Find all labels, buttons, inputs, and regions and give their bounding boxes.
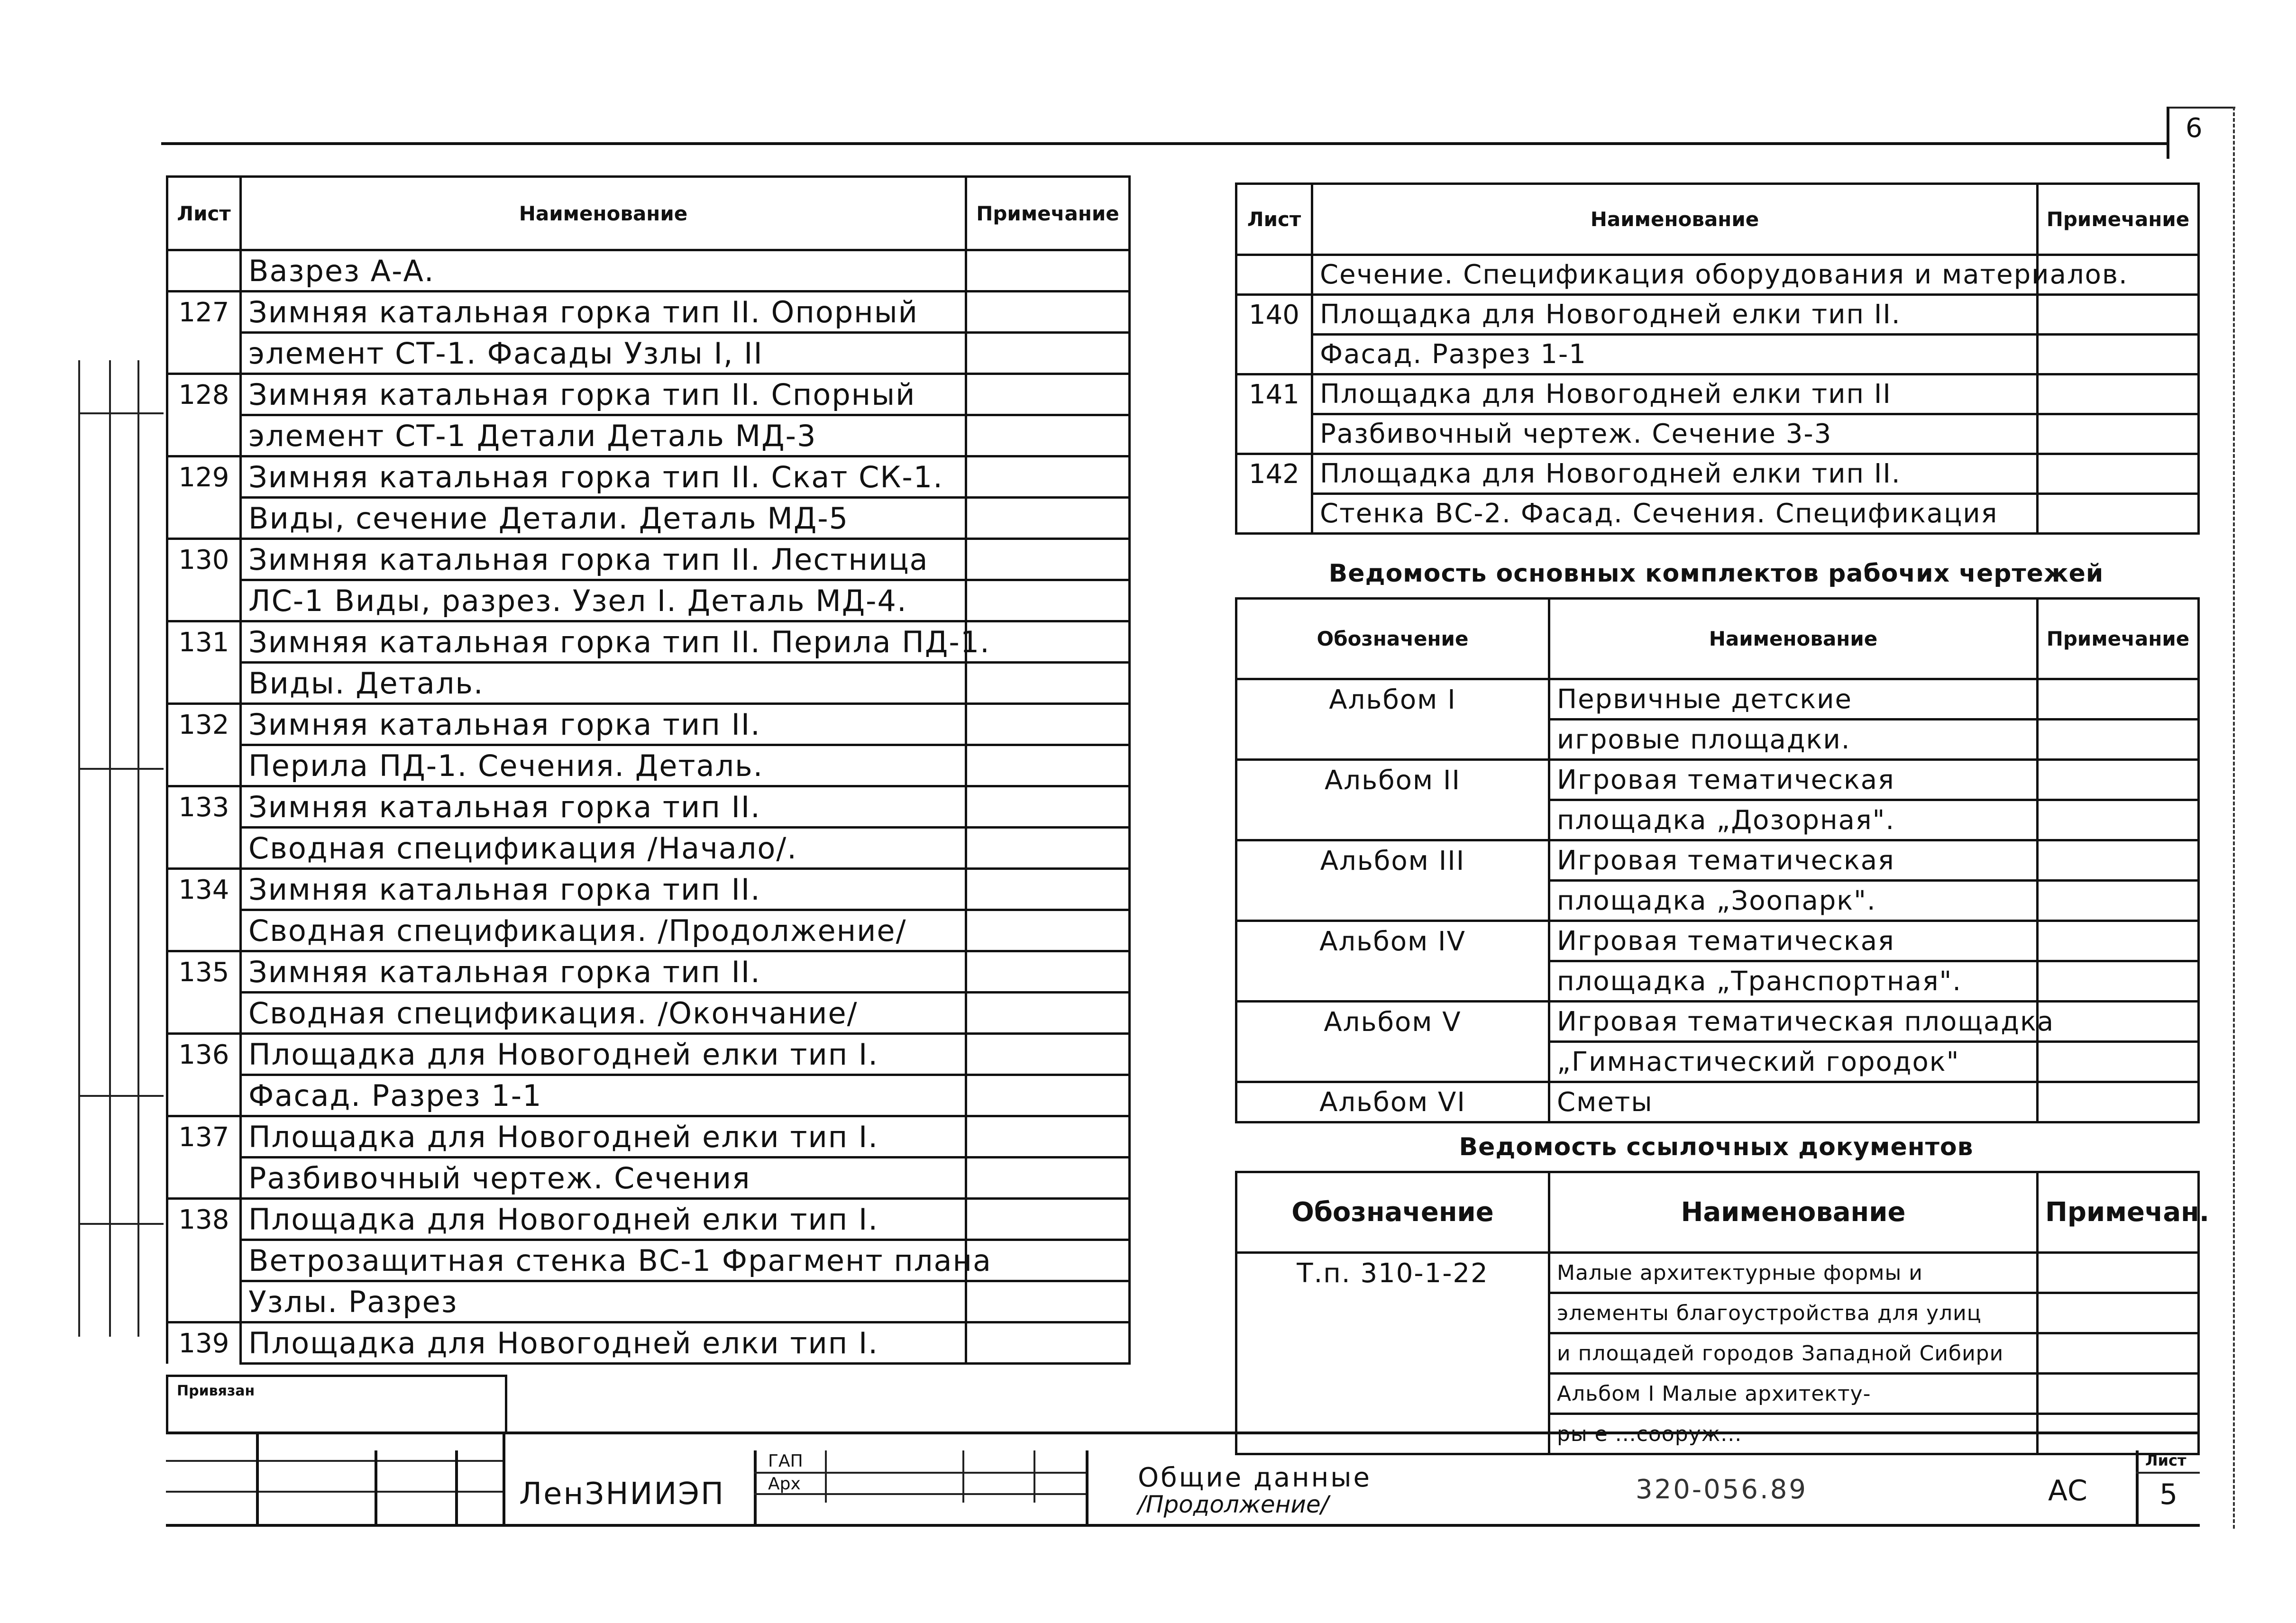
name-cell: ЛС-1 Виды, разрез. Узел I. Деталь МД-4. xyxy=(241,580,966,621)
name-cell: Зимняя катальная горка тип II. xyxy=(241,704,966,745)
header-note: Примечание xyxy=(2038,184,2199,255)
table-row xyxy=(1236,1042,2199,1082)
reference-documents-table xyxy=(1235,1171,2210,1455)
note-cell xyxy=(966,498,1130,539)
strip-cross-1 xyxy=(78,412,164,414)
table-row xyxy=(167,1322,1130,1364)
note-cell xyxy=(966,1322,1130,1364)
note-cell xyxy=(2038,1082,2199,1122)
stamp-col-7 xyxy=(2136,1450,2139,1524)
name-cell: Игровая тематическая xyxy=(1549,921,2038,961)
sheet-number-cell xyxy=(167,745,241,786)
table-row xyxy=(1236,760,2199,800)
name-cell: Зимняя катальная горка тип II. xyxy=(241,869,966,910)
note-cell xyxy=(966,250,1130,292)
name-cell: „Гимнастический городок" xyxy=(1549,1042,2038,1082)
stamp-row-1 xyxy=(166,1460,503,1462)
note-cell xyxy=(966,1116,1130,1158)
table-row xyxy=(1236,1082,2199,1122)
name-cell: Узлы. Разрез xyxy=(241,1281,966,1322)
table-row xyxy=(167,580,1130,621)
designation-cell: Альбом IV xyxy=(1236,921,1549,961)
name-cell: и площадей городов Западной Сибири xyxy=(1549,1333,2038,1374)
note-cell xyxy=(2038,1002,2199,1042)
table-row xyxy=(167,1158,1130,1199)
note-cell xyxy=(2038,800,2199,840)
stamp-bottom-line xyxy=(166,1524,2200,1527)
stage-code: АС xyxy=(2048,1474,2087,1507)
sheet-number-cell: 137 xyxy=(167,1116,241,1158)
name-cell: площадка „Дозорная". xyxy=(1549,800,2038,840)
note-cell xyxy=(966,828,1130,869)
name-cell: Разбивочный чертеж. Сечения xyxy=(241,1158,966,1199)
name-cell: Виды, сечение Детали. Деталь МД-5 xyxy=(241,498,966,539)
sheet-number-cell: 133 xyxy=(167,786,241,828)
sheet-index-table xyxy=(166,175,1131,1365)
stamp-sub-row-1 xyxy=(754,1472,1086,1474)
top-border-line xyxy=(161,142,2167,145)
note-cell xyxy=(966,580,1130,621)
note-cell xyxy=(2038,1042,2199,1082)
stamp-col-2 xyxy=(375,1450,377,1524)
name-cell: Игровая тематическая xyxy=(1549,840,2038,881)
note-cell xyxy=(966,1075,1130,1116)
table-row xyxy=(167,704,1130,745)
note-cell xyxy=(2038,921,2199,961)
sheet-number-cell xyxy=(1236,335,1312,374)
name-cell: площадка „Транспортная". xyxy=(1549,961,2038,1002)
note-cell xyxy=(966,1034,1130,1075)
sheet-number-cell: 138 xyxy=(167,1199,241,1240)
sheet-number-cell: 130 xyxy=(167,539,241,580)
note-cell xyxy=(2038,720,2199,760)
table-header-row xyxy=(1236,184,2199,255)
name-cell: Площадка для Новогодней елки тип II. xyxy=(1312,454,2038,494)
sheet-number-cell xyxy=(167,498,241,539)
header-designation: Обозначение xyxy=(1236,599,1549,679)
table-row xyxy=(167,1034,1130,1075)
table-row xyxy=(1236,961,2199,1002)
stamp-col-6 xyxy=(1086,1450,1089,1524)
name-cell: Зимняя катальная горка тип II. Опорный xyxy=(241,292,966,333)
name-cell: Сечение. Спецификация оборудования и материалов. xyxy=(1312,255,2038,295)
note-cell xyxy=(966,745,1130,786)
name-cell: Первичные детские xyxy=(1549,679,2038,720)
name-cell: Зимняя катальная горка тип II. Лестница xyxy=(241,539,966,580)
page-number-frame-left xyxy=(2167,107,2169,159)
name-cell: Сводная спецификация. /Окончание/ xyxy=(241,993,966,1034)
name-cell: Сводная спецификация /Начало/. xyxy=(241,828,966,869)
note-cell xyxy=(2038,1374,2199,1414)
table-row xyxy=(167,951,1130,993)
sheet-number-label: Лист xyxy=(2145,1451,2186,1469)
sheet-number-cell xyxy=(167,910,241,951)
note-cell xyxy=(966,415,1130,456)
name-cell: Игровая тематическая xyxy=(1549,760,2038,800)
note-cell xyxy=(2038,679,2199,720)
note-cell xyxy=(2038,295,2199,335)
table-row xyxy=(167,539,1130,580)
sheet-number-cell xyxy=(167,1240,241,1281)
sheet-number-cell xyxy=(167,1075,241,1116)
note-cell xyxy=(2038,1293,2199,1333)
sheet-number-cell xyxy=(167,828,241,869)
note-cell xyxy=(2038,454,2199,494)
name-cell: Виды. Деталь. xyxy=(241,663,966,704)
header-note: Примечание xyxy=(966,177,1130,250)
name-cell: Альбом I Малые архитекту- xyxy=(1549,1374,2038,1414)
designation-cell xyxy=(1236,1333,1549,1374)
note-cell xyxy=(966,374,1130,415)
table-row xyxy=(1236,840,2199,881)
header-name: Наименование xyxy=(241,177,966,250)
sheet-number-cell: 142 xyxy=(1236,454,1312,494)
table-row xyxy=(167,993,1130,1034)
table-row xyxy=(1236,335,2199,374)
sheet-number-cell: 136 xyxy=(167,1034,241,1075)
name-cell: Зимняя катальная горка тип II. Спорный xyxy=(241,374,966,415)
note-cell xyxy=(966,869,1130,910)
table-row xyxy=(167,498,1130,539)
table-row xyxy=(167,292,1130,333)
strip-line-2 xyxy=(109,360,111,1337)
sheet-number: 5 xyxy=(2159,1478,2178,1511)
name-cell: Зимняя катальная горка тип II. Скат СК-1. xyxy=(241,456,966,498)
table-row xyxy=(167,374,1130,415)
name-cell: Сводная спецификация. /Продолжение/ xyxy=(241,910,966,951)
attached-box xyxy=(166,1375,507,1434)
stamp-col-1 xyxy=(256,1432,259,1524)
table-row xyxy=(167,1240,1130,1281)
stamp-sub-row-2 xyxy=(754,1493,1086,1495)
table-row xyxy=(1236,800,2199,840)
note-cell xyxy=(966,910,1130,951)
table-row xyxy=(167,1075,1130,1116)
header-name: Наименование xyxy=(1549,599,2038,679)
designation-cell xyxy=(1236,961,1549,1002)
note-cell xyxy=(966,786,1130,828)
note-cell xyxy=(2038,881,2199,921)
strip-cross-4 xyxy=(78,1223,164,1225)
sheet-number-cell xyxy=(1236,255,1312,295)
sheet-title-line-2: /Продолжение/ xyxy=(1138,1491,1329,1518)
designation-cell: Альбом V xyxy=(1236,1002,1549,1042)
table-row xyxy=(1236,494,2199,534)
sheet-number-cell: 129 xyxy=(167,456,241,498)
stamp-col-4 xyxy=(503,1432,505,1524)
table-row xyxy=(167,1281,1130,1322)
sheet-number-cell xyxy=(1236,494,1312,534)
header-sheet: Лист xyxy=(1236,184,1312,255)
note-cell xyxy=(966,1281,1130,1322)
sheet-number-cell xyxy=(167,415,241,456)
strip-line-3 xyxy=(137,360,139,1337)
name-cell: Сметы xyxy=(1549,1082,2038,1122)
note-cell xyxy=(966,951,1130,993)
sheet-number-cell xyxy=(167,580,241,621)
designation-cell xyxy=(1236,1293,1549,1333)
table-row xyxy=(167,869,1130,910)
table-row xyxy=(167,745,1130,786)
table-row xyxy=(1236,1374,2199,1414)
note-cell xyxy=(966,993,1130,1034)
table-row xyxy=(167,910,1130,951)
name-cell: Площадка для Новогодней елки тип I. xyxy=(241,1034,966,1075)
stamp-top-line xyxy=(166,1432,2200,1434)
table-row xyxy=(167,333,1130,374)
name-cell: Перила ПД-1. Сечения. Деталь. xyxy=(241,745,966,786)
note-cell xyxy=(966,292,1130,333)
note-cell xyxy=(2038,760,2199,800)
table-row xyxy=(167,828,1130,869)
table-row xyxy=(167,250,1130,292)
header-name: Наименование xyxy=(1549,1172,2038,1253)
note-cell xyxy=(966,1199,1130,1240)
sheet-number-cell: 134 xyxy=(167,869,241,910)
table-row xyxy=(1236,1333,2199,1374)
name-cell: площадка „Зоопарк". xyxy=(1549,881,2038,921)
note-cell xyxy=(966,333,1130,374)
name-cell: Разбивочный чертеж. Сечение 3-3 xyxy=(1312,414,2038,454)
note-cell xyxy=(966,621,1130,663)
sheet-number-cell: 131 xyxy=(167,621,241,663)
name-cell: Малые архитектурные формы и xyxy=(1549,1253,2038,1293)
sheet-number-cell xyxy=(1236,414,1312,454)
table-row xyxy=(167,663,1130,704)
strip-line-1 xyxy=(78,360,80,1337)
table-row xyxy=(1236,720,2199,760)
name-cell: игровые площадки. xyxy=(1549,720,2038,760)
table-row xyxy=(1236,295,2199,335)
note-cell xyxy=(966,1158,1130,1199)
refs-section-title: Ведомость ссылочных документов xyxy=(1459,1133,1974,1161)
note-cell xyxy=(966,663,1130,704)
name-cell: Вазрез А-А. xyxy=(241,250,966,292)
name-cell: Стенка ВС-2. Фасад. Сечения. Спецификация xyxy=(1312,494,2038,534)
header-note: Примечан. xyxy=(2038,1172,2199,1253)
page-number: 6 xyxy=(2186,113,2203,144)
sheet-number-cell: 128 xyxy=(167,374,241,415)
sheet-number-cell xyxy=(167,663,241,704)
name-cell: Фасад. Разрез 1-1 xyxy=(1312,335,2038,374)
note-cell xyxy=(2038,1253,2199,1293)
table-row xyxy=(1236,454,2199,494)
table-row xyxy=(1236,1002,2199,1042)
note-cell xyxy=(2038,335,2199,374)
sheet-number-cell xyxy=(167,1158,241,1199)
table-row xyxy=(1236,881,2199,921)
sheet-number-cell: 132 xyxy=(167,704,241,745)
designation-cell xyxy=(1236,800,1549,840)
designation-cell: Альбом I xyxy=(1236,679,1549,720)
note-cell xyxy=(2038,840,2199,881)
note-cell xyxy=(2038,961,2199,1002)
table-row xyxy=(1236,921,2199,961)
sets-section-title: Ведомость основных комплектов рабочих чертежей xyxy=(1328,559,2104,588)
role-gap: ГАП xyxy=(768,1451,803,1471)
name-cell: элементы благоустройства для улиц xyxy=(1549,1293,2038,1333)
header-sheet: Лист xyxy=(167,177,241,250)
note-cell xyxy=(966,704,1130,745)
name-cell: Площадка для Новогодней елки тип II xyxy=(1312,374,2038,414)
name-cell: Площадка для Новогодней елки тип I. xyxy=(241,1199,966,1240)
table-row xyxy=(167,415,1130,456)
designation-cell xyxy=(1236,1042,1549,1082)
sheet-number-cell xyxy=(167,333,241,374)
designation-cell: Т.п. 310-1-22 xyxy=(1236,1253,1549,1293)
sheet-number-divider xyxy=(2136,1472,2200,1474)
note-cell xyxy=(966,456,1130,498)
name-cell: элемент СТ-1. Фасады Узлы I, II xyxy=(241,333,966,374)
name-cell: Площадка для Новогодней елки тип I. xyxy=(241,1322,966,1364)
strip-cross-2 xyxy=(78,768,164,770)
name-cell: Фасад. Разрез 1-1 xyxy=(241,1075,966,1116)
org-name: ЛенЗНИИЭП xyxy=(519,1477,725,1512)
attached-label: Привязан xyxy=(177,1383,255,1399)
table-row xyxy=(1236,255,2199,295)
sheet-index-continuation-table xyxy=(1235,182,2200,535)
table-header-row xyxy=(167,177,1130,250)
header-name: Наименование xyxy=(1312,184,2038,255)
table-row xyxy=(167,621,1130,663)
designation-cell: Альбом VI xyxy=(1236,1082,1549,1122)
stamp-col-3 xyxy=(455,1450,458,1524)
table-header-row xyxy=(1236,599,2199,679)
table-row xyxy=(167,1199,1130,1240)
name-cell: Зимняя катальная горка тип II. xyxy=(241,786,966,828)
table-header-row xyxy=(1236,1172,2199,1253)
name-cell: Площадка для Новогодней елки тип II. xyxy=(1312,295,2038,335)
name-cell: Зимняя катальная горка тип II. Перила ПД-1. xyxy=(241,621,966,663)
name-cell: Ветрозащитная стенка ВС-1 Фрагмент плана xyxy=(241,1240,966,1281)
table-row xyxy=(167,456,1130,498)
sheet-number-cell: 135 xyxy=(167,951,241,993)
sheet-number-cell: 140 xyxy=(1236,295,1312,335)
note-cell xyxy=(2038,414,2199,454)
header-designation: Обозначение xyxy=(1236,1172,1549,1253)
header-note: Примечание xyxy=(2038,599,2199,679)
table-row xyxy=(1236,1293,2199,1333)
working-drawings-sets-table xyxy=(1235,597,2200,1123)
sheet-number-cell: 141 xyxy=(1236,374,1312,414)
table-row xyxy=(1236,414,2199,454)
sheet-title-line-1: Общие данные xyxy=(1138,1462,1372,1493)
table-row xyxy=(1236,1253,2199,1293)
right-margin-line xyxy=(2233,107,2235,1529)
name-cell: элемент СТ-1 Детали Деталь МД-3 xyxy=(241,415,966,456)
sheet-number-cell xyxy=(167,1281,241,1322)
designation-cell xyxy=(1236,881,1549,921)
table-row xyxy=(1236,679,2199,720)
designation-cell: Альбом III xyxy=(1236,840,1549,881)
designation-cell xyxy=(1236,1374,1549,1414)
name-cell: ры е ...сооруж... xyxy=(1549,1414,2038,1454)
document-code: 320-056.89 xyxy=(1636,1474,1808,1505)
role-arch: Арх xyxy=(768,1474,801,1494)
note-cell xyxy=(2038,1333,2199,1374)
sheet-number-cell xyxy=(167,993,241,1034)
table-row xyxy=(167,786,1130,828)
name-cell: Площадка для Новогодней елки тип I. xyxy=(241,1116,966,1158)
note-cell xyxy=(2038,494,2199,534)
note-cell xyxy=(966,539,1130,580)
name-cell: Игровая тематическая площадка xyxy=(1549,1002,2038,1042)
stamp-col-5 xyxy=(754,1450,757,1524)
name-cell: Зимняя катальная горка тип II. xyxy=(241,951,966,993)
table-row xyxy=(167,1116,1130,1158)
sheet-number-cell: 139 xyxy=(167,1322,241,1364)
table-row xyxy=(1236,374,2199,414)
note-cell xyxy=(2038,374,2199,414)
designation-cell xyxy=(1236,720,1549,760)
designation-cell: Альбом II xyxy=(1236,760,1549,800)
page-number-frame-top xyxy=(2169,107,2235,109)
strip-cross-3 xyxy=(78,1095,164,1097)
sheet-number-cell: 127 xyxy=(167,292,241,333)
sheet-number-cell xyxy=(167,250,241,292)
stamp-row-2 xyxy=(166,1491,503,1493)
